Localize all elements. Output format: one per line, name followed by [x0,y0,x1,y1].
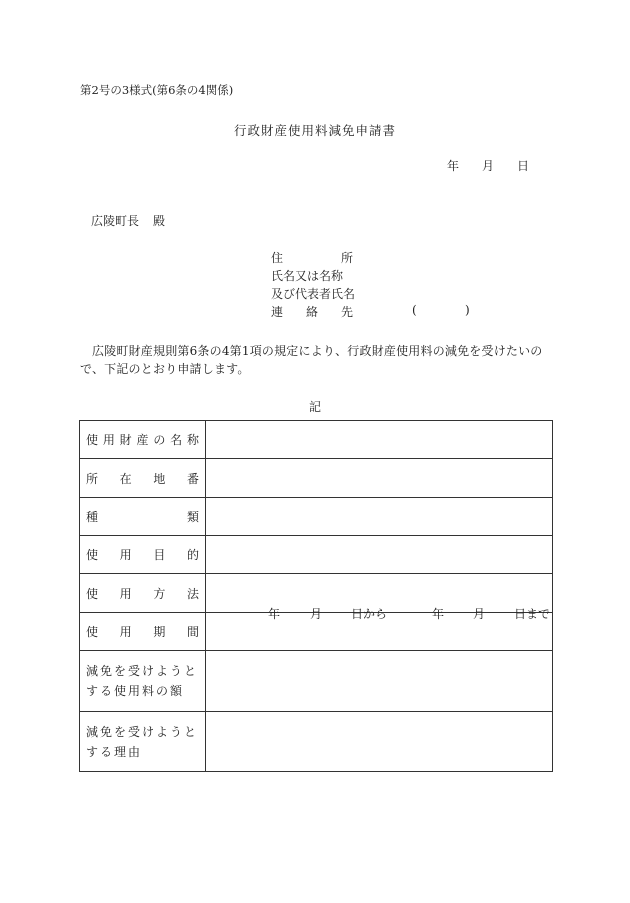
date-day-label: 日 [517,159,530,173]
label-location: 所 在 地 番 [80,459,206,498]
applicant-name-label: 氏名又は名称 [271,269,344,283]
applicant-contact-label: 連 絡 先 [271,305,353,319]
period-to-day: 日まで [514,607,551,621]
form-number: 第2号の3様式(第6条の4関係) [80,83,234,97]
date-month-label: 月 [482,159,495,173]
table-row-reduction-amount [80,651,553,712]
date-year-label: 年 [447,159,460,173]
value-type[interactable] [206,498,553,536]
value-purpose[interactable] [206,536,553,574]
table-row-type [80,498,553,536]
table-row-period [80,613,553,651]
value-period[interactable] [206,607,553,651]
detail-table [79,420,553,772]
addressee-name: 広陵町長 [91,214,140,228]
label-type: 種 類 [80,498,206,536]
period-from-month: 月 [310,607,323,621]
applicant-address-label: 住 所 [271,251,353,265]
period-from-year: 年 [268,607,281,621]
document-title: 行政財産使用料減免申請書 [233,123,396,138]
label-period: 使 用 期 間 [80,613,206,651]
addressee-honorific: 殿 [153,214,166,228]
label-method: 使 用 方 法 [80,574,206,613]
period-from-day: 日から [351,607,388,621]
applicant-representative-label: 及び代表者氏名 [271,287,356,301]
table-row-purpose [80,536,553,574]
ki-heading: 記 [308,400,321,414]
table-row-property-name [80,421,553,459]
value-location[interactable] [206,459,553,498]
table-row-reduction-reason [80,712,553,772]
label-property-name: 使 用 財 産 の 名 称 [80,421,206,459]
value-reduction-amount[interactable] [206,651,553,712]
value-reduction-reason[interactable] [206,712,553,772]
label-purpose: 使 用 目 的 [80,536,206,574]
period-to-year: 年 [432,607,445,621]
label-reduction-amount: 減免を受けようとする使用料の額 [80,651,206,712]
contact-paren-close: ) [465,303,470,317]
addressee [91,212,165,229]
table-row-location [80,459,553,498]
period-to-month: 月 [473,607,486,621]
contact-paren-open: ( [412,303,417,317]
value-property-name[interactable] [206,421,553,459]
label-reduction-reason: 減免を受けようとする理由 [80,712,206,772]
application-statement: 広陵町財産規則第6条の4第1項の規定により、行政財産使用料の減免を受けたいので、下記のとおり申請します。 [80,344,543,376]
